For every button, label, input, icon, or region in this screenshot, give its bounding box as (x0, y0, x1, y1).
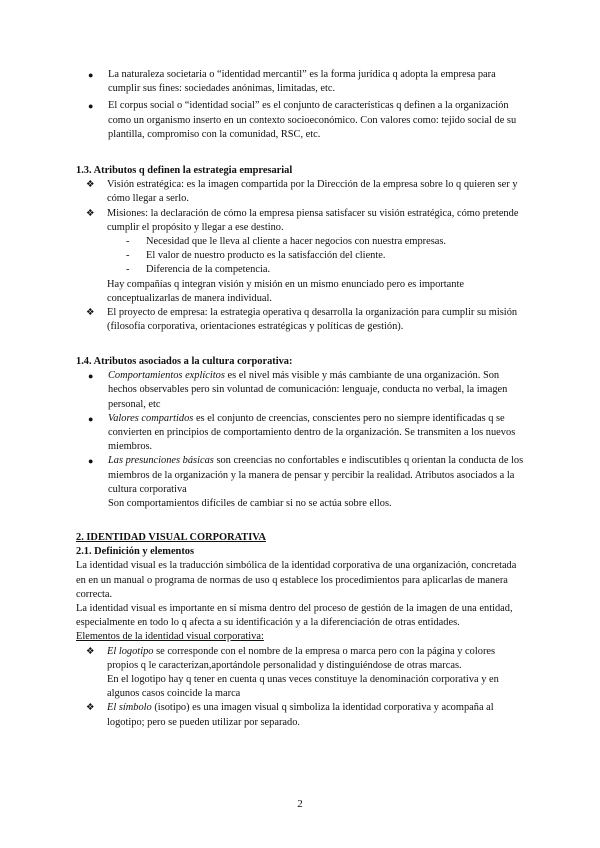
dash-item (126, 263, 524, 277)
bullet-dot-icon: ● (88, 70, 94, 80)
dash-bullet-icon: - (126, 250, 130, 262)
body-paragraph: La identidad visual es la traducción simbólica de la identidad corporativa de una organización, concretada en en un manual o programa de normas de uso q establece los procedimientos para aplicarlas de manera correcta. (76, 560, 517, 600)
item-text: Diferencia de la competencia. (146, 264, 271, 276)
item-term: Valores compartidos (108, 412, 194, 424)
item-text: son creencias no confortables e indiscutibles q orientan la conducta de los miembros de la organización y la manera de pensar y percibir la realidad. Atributos asociados a la cultura corporativa (108, 455, 524, 495)
bullet-dot-icon: ● (88, 456, 94, 467)
page-number: 2 (297, 798, 303, 810)
list-item (76, 306, 524, 334)
item-text: es el conjunto de características q definen a la organización como un organismo inserto en un contexto socioeconómico. Con valores como: tejido social de su plantilla, compromiso con la comunidad, RSC, etc. (108, 100, 517, 140)
item-text: Visión estratégica: es la imagen compartida por la Dirección de la empresa sobre lo q quieren ser y cómo llegar a serlo. (107, 179, 518, 205)
diamond-bullet-icon: ❖ (86, 208, 95, 219)
list-item (76, 68, 524, 96)
note-paragraph: Hay compañías q integran visión y misión en un mismo enunciado pero es importante conceptualizarlas de manera individual. (107, 278, 464, 304)
dash-bullet-icon: - (126, 236, 130, 248)
chapter-heading: 2. IDENTIDAD VISUAL CORPORATIVA (76, 532, 266, 543)
list-item (76, 412, 524, 455)
item-term: El símbolo (107, 702, 152, 714)
diamond-bullet-icon: ❖ (86, 180, 95, 191)
section-1-4 (76, 355, 524, 511)
item-text: El valor de nuestro producto es la satisfacción del cliente. (146, 250, 386, 262)
section-heading: 1.4. Atributos asociados a la cultura corporativa: (76, 356, 293, 367)
body-paragraph: La identidad visual es importante en sí misma dentro del proceso de gestión de la imagen de una entidad, especialmente en todo lo q afecta a su identificación y a la diferenciación de otras entidades. (76, 603, 513, 629)
item-term: Comportamientos explícitos (108, 370, 225, 382)
bullet-dot-icon: ● (88, 413, 94, 424)
dash-item (126, 235, 524, 249)
tail-paragraph: Son comportamientos difíciles de cambiar si no se actúa sobre ellos. (108, 498, 392, 510)
section-heading: 1.3. Atributos q definen la estrategia empresarial (76, 165, 293, 176)
item-text: es la forma jurídica q adopta la empresa para cumplir sus fines: sociedades anónimas, limitadas, etc. (108, 69, 496, 95)
diamond-bullet-icon: ❖ (86, 308, 95, 319)
list-item (76, 99, 524, 142)
item-lead: El corpus social o “identidad social” (108, 100, 260, 112)
bullet-dot-icon: ● (88, 371, 94, 382)
top-bullet-list (76, 68, 524, 142)
list-item (76, 701, 524, 729)
item-text: se corresponde con el nombre de la empresa o marca pero con la página y colores propios q le caracterizan,aportándole personalidad y distinguiéndose de otras marcas. (107, 645, 496, 671)
item-text: es el conjunto de creencias, conscientes pero no siempre identificadas q se convierten en principios de comportamiento dentro de la organización. Se transmiten a los nuevos miembros. (108, 412, 516, 453)
section-2 (76, 531, 524, 730)
item-text: (isotipo) es una imagen visual q simboliza la identidad corporativa y acompaña al logotipo; pero se pueden utilizar por separado. (107, 702, 494, 728)
item-term: Las presunciones básicas (108, 455, 214, 467)
dash-bullet-icon: - (126, 264, 130, 276)
item-term: El logotipo (107, 645, 154, 657)
elements-title: Elementos de la identidad visual corporativa: (76, 631, 264, 643)
item-note: En el logotipo hay q tener en cuenta q unas veces constituye la denominación corporativa y en algunos casos coincide la marca (107, 674, 499, 700)
item-text: El proyecto de empresa: la estrategia operativa q desarrolla la organización para cumplir su misión (filosofía corporativa, orientaciones estratégicas y políticas de gestión). (107, 307, 518, 333)
section-1-3 (76, 164, 524, 334)
item-text: Misiones: la declaración de cómo la empresa piensa satisfacer su visión estratégica, cómo pretende cumplir el propósito y llegar a ese destino. (107, 207, 519, 233)
list-item (76, 207, 524, 235)
diamond-bullet-icon: ❖ (86, 646, 95, 657)
item-text: es el nivel más visible y más cambiante de una organización. Son hechos observables pero sin voluntad de comunicación: lenguaje, conducta no verbal, la imagen personal, etc (108, 370, 508, 410)
list-item (76, 178, 524, 206)
dash-item (126, 249, 524, 263)
list-item (76, 454, 524, 497)
list-item (76, 645, 524, 702)
diamond-bullet-icon: ❖ (86, 703, 95, 714)
section-heading: 2.1. Definición y elementos (76, 546, 195, 558)
list-item (76, 369, 524, 412)
bullet-dot-icon: ● (88, 101, 94, 112)
item-lead: La naturaleza societaria o “identidad mercantil” (108, 69, 307, 80)
item-text: Necesidad que le lleva al cliente a hacer negocios con nuestra empresas. (146, 236, 447, 248)
